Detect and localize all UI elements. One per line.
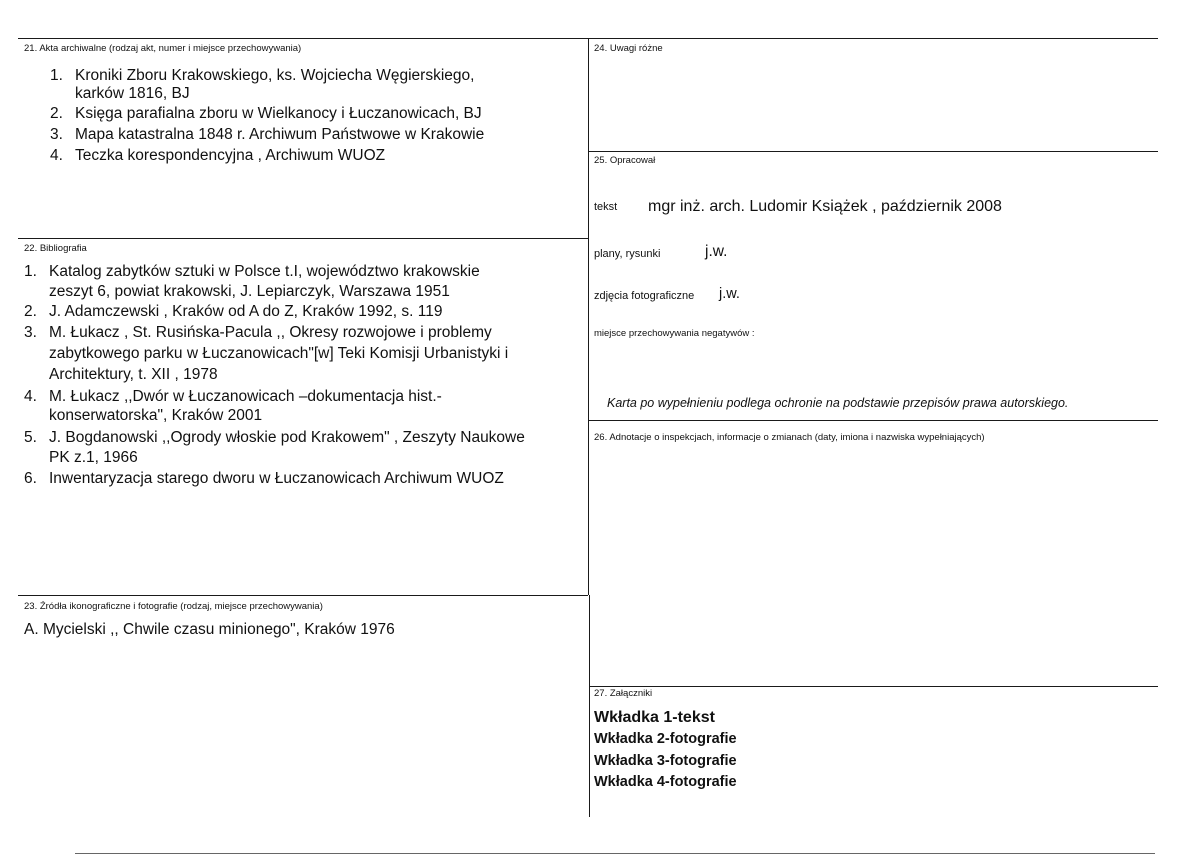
item-text: karków 1816, BJ [75, 85, 190, 102]
photos-label: zdjęcia fotograficzne [594, 290, 695, 302]
item-text: J. Adamczewski , Kraków od A do Z, Kraków 1992, s. 119 [49, 303, 443, 320]
attachment-item: Wkładka 4-fotografie [594, 774, 737, 790]
item-text: J. Bogdanowski ,,Ogrody włoskie pod Krakowem" , Zeszyty Naukowe [49, 429, 525, 446]
item-number: 1. [50, 67, 63, 84]
section-25-top-line [589, 151, 1158, 152]
item-number: 2. [50, 105, 63, 122]
item-text: Mapa katastralna 1848 r. Archiwum Państwowe w Krakowie [75, 126, 485, 143]
section-27-header: 27. Załączniki [594, 688, 653, 699]
item-text: Kroniki Zboru Krakowskiego, ks. Wojciecha Węgierskiego, [75, 67, 475, 84]
item-number: 5. [24, 429, 37, 446]
section-25-header: 25. Opracował [594, 155, 656, 166]
item-number: 2. [24, 303, 37, 320]
attachment-item: Wkładka 1-tekst [594, 709, 715, 726]
item-text: Teczka korespondencyjna , Archiwum WUOZ [75, 147, 386, 164]
item-number: 3. [50, 126, 63, 143]
item-text: zeszyt 6, powiat krakowski, J. Lepiarczyk, Warszawa 1951 [49, 283, 450, 300]
section-27-top-line [589, 686, 1158, 687]
item-number: 1. [24, 263, 37, 280]
section-26-top-line [589, 420, 1158, 421]
item-text: PK z.1, 1966 [49, 449, 138, 466]
item-text: Architektury, t. XII , 1978 [49, 366, 218, 383]
photos-value: j.w. [719, 286, 740, 302]
copyright-note: Karta po wypełnieniu podlega ochronie na podstawie przepisów prawa autorskiego. [607, 396, 1069, 410]
item-number: 6. [24, 470, 37, 487]
item-text: Księga parafialna zboru w Wielkanocy i Łuczanowicach, BJ [75, 105, 482, 122]
section-26-header: 26. Adnotacje o inspekcjach, informacje o zmianach (daty, imiona i nazwiska wypełniających) [594, 432, 985, 443]
section-22-header: 22. Bibliografia [24, 243, 87, 254]
iconographic-source: A. Mycielski ,, Chwile czasu minionego", Kraków 1976 [24, 621, 395, 638]
item-text: Inwentaryzacja starego dworu w Łuczanowicach Archiwum WUOZ [49, 470, 504, 487]
section-21-header: 21. Akta archiwalne (rodzaj akt, numer i miejsce przechowywania) [24, 43, 302, 54]
section-22-top-line [18, 238, 588, 239]
section-23-top-line [18, 595, 588, 596]
item-number: 4. [50, 147, 63, 164]
item-text: zabytkowego parku w Łuczanowicach"[w] Teki Komisji Urbanistyki i [49, 345, 509, 362]
column-divider [588, 38, 589, 595]
item-text: Katalog zabytków sztuki w Polsce t.I, województwo krakowskie [49, 263, 480, 280]
section-23-header: 23. Źródła ikonograficzne i fotografie (rodzaj, miejsce przechowywania) [24, 601, 323, 612]
item-text: konserwatorska", Kraków 2001 [49, 407, 263, 424]
attachment-item: Wkładka 3-fotografie [594, 753, 737, 769]
bottom-edge-line [75, 853, 1155, 854]
item-text: M. Łukacz , St. Rusińska-Pacula ,, Okresy rozwojowe i problemy [49, 324, 492, 341]
section-24-header: 24. Uwagi różne [594, 43, 663, 54]
text-author-value: mgr inż. arch. Ludomir Książek , październik 2008 [648, 198, 1002, 215]
attachment-item: Wkładka 2-fotografie [594, 731, 737, 747]
plans-value: j.w. [705, 243, 728, 260]
negatives-location-label: miejsce przechowywania negatywów : [594, 328, 755, 339]
item-number: 4. [24, 388, 37, 405]
text-author-label: tekst [594, 201, 618, 213]
item-number: 3. [24, 324, 37, 341]
column-divider-lower [589, 595, 590, 817]
item-text: M. Łukacz ,,Dwór w Łuczanowicach –dokumentacja hist.- [49, 388, 442, 405]
plans-label: plany, rysunki [594, 248, 661, 260]
